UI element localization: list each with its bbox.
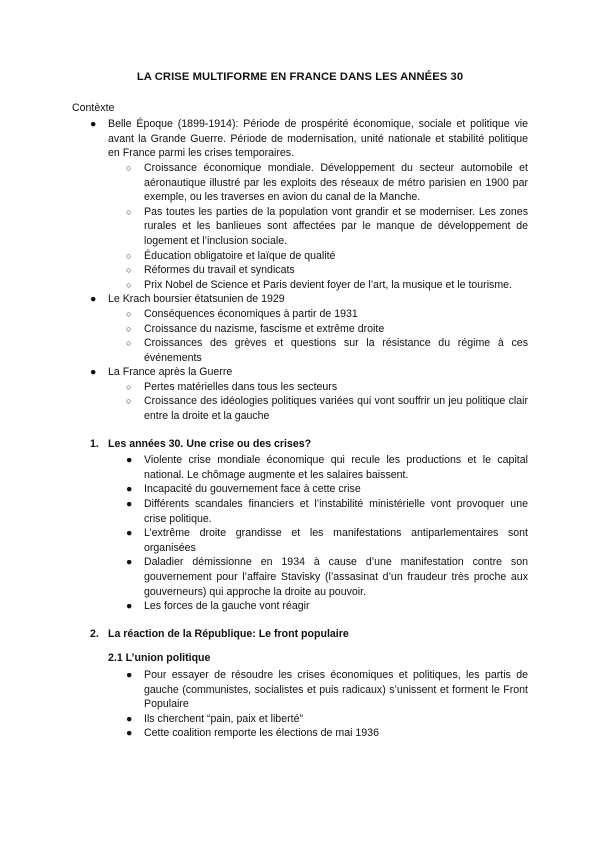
list-item xyxy=(72,712,528,727)
list-item xyxy=(72,526,528,555)
section-1-number: 1. xyxy=(90,437,99,450)
context-subitem-text: Réformes du travail et syndicats xyxy=(144,264,295,277)
context-subitem xyxy=(108,322,528,337)
bullet-icon: ● xyxy=(90,366,97,379)
list-item xyxy=(72,482,528,497)
context-item-text: Belle Époque (1899-1914): Période de prospérité économique, sociale et politique vie avant la Grande Guerre. Période de modernisation, unité nationale et stabilité politique en France parmi les crises temporaires. xyxy=(108,118,528,160)
list-item-text: Les forces de la gauche vont réagir xyxy=(144,600,310,613)
section-2-number: 2. xyxy=(90,627,99,640)
bullet-icon: ● xyxy=(126,668,133,681)
list-item-text: L’extrême droite grandisse et les manifestations antiparlementaires sont organisées xyxy=(144,527,528,554)
section-1-list xyxy=(72,453,528,614)
circle-bullet-icon: ○ xyxy=(126,206,132,217)
bullet-icon: ● xyxy=(126,527,133,540)
context-list xyxy=(72,117,528,423)
context-item-text: La France après la Guerre xyxy=(108,366,233,379)
list-item-text: Incapacité du gouvernement face à cette crise xyxy=(144,483,361,496)
bullet-icon: ● xyxy=(126,727,133,740)
context-subitem xyxy=(108,263,528,278)
list-item xyxy=(72,599,528,614)
list-item xyxy=(72,497,528,526)
bullet-icon: ● xyxy=(90,118,97,131)
bullet-icon: ● xyxy=(126,712,133,725)
context-sublist xyxy=(108,161,528,292)
context-sublist xyxy=(108,380,528,424)
context-subitem-text: Croissance économique mondiale. Développement du secteur automobile et aéronautique illustré par les exploits des réseaux de métro parisien en 1900 par exemple, ou les traverses en avion du canal de la Manche. xyxy=(144,161,528,204)
section-2-heading xyxy=(72,627,528,642)
section-2-title: La réaction de la République: Le front populaire xyxy=(108,627,349,640)
context-subitem-text: Croissance du nazisme, fascisme et extrême droite xyxy=(144,322,385,335)
context-subitem-text: Pertes matérielles dans tous les secteurs xyxy=(144,380,338,393)
circle-bullet-icon: ○ xyxy=(126,338,132,349)
context-subitem-text: Pas toutes les parties de la population vont grandir et se moderniser. Les zones rurales et les banlieues sont affectées par le manque de développement de logement et l’inclusion sociale. xyxy=(144,205,528,247)
section-1-heading xyxy=(72,437,528,452)
section-2 xyxy=(72,627,528,741)
list-item-text: Différents scandales financiers et l’instabilité ministérielle vont provoquer une crise politique. xyxy=(144,498,528,525)
context-subitem xyxy=(108,205,528,249)
bullet-icon: ● xyxy=(126,498,133,511)
list-item-text: Violente crise mondiale économique qui recule les productions et le capital national. Le chômage augmente et les salaires baissent. xyxy=(144,454,528,481)
circle-bullet-icon: ○ xyxy=(126,323,132,334)
circle-bullet-icon: ○ xyxy=(126,250,132,261)
circle-bullet-icon: ○ xyxy=(126,381,132,392)
context-subitem xyxy=(108,380,528,395)
circle-bullet-icon: ○ xyxy=(126,162,132,173)
bullet-icon: ● xyxy=(126,600,133,613)
context-subitem-text: Conséquences économiques à partir de 1931 xyxy=(144,307,358,320)
bullet-icon: ● xyxy=(90,293,97,306)
list-item xyxy=(72,555,528,599)
subsection-2-1-list xyxy=(72,668,528,741)
document-title: LA CRISE MULTIFORME EN FRANCE DANS LES ANNÉES 30 xyxy=(136,71,464,83)
context-subitem-text: Prix Nobel de Science et Paris devient foyer de l’art, la musique et le tourisme. xyxy=(144,278,513,291)
context-subitem-text: Éducation obligatoire et laïque de qualité xyxy=(144,249,336,262)
context-subitem-text: Croissance des idéologies politiques variées qui vont souffrir un jeu politique clair entre la droite et la gauche xyxy=(144,395,528,423)
list-item-text: Daladier démissionne en 1934 à cause d’une manifestation contre son gouvernement pour l’affaire Stavisky (l’assasinat d’un fraudeur très proche aux gouverneurs) qui approche la droite au pouvoir. xyxy=(144,556,528,598)
bullet-icon: ● xyxy=(126,483,133,496)
context-subitem-text: Croissances des grèves et questions sur la résistance du régime à ces événements xyxy=(144,337,528,364)
circle-bullet-icon: ○ xyxy=(126,308,132,319)
context-subitem xyxy=(108,307,528,322)
subsection-2-1-heading: 2.1 L’union politique xyxy=(108,652,211,665)
list-item-text: Cette coalition remporte les élections de mai 1936 xyxy=(144,727,379,740)
context-subitem xyxy=(108,394,528,423)
context-item xyxy=(72,292,528,365)
bullet-icon: ● xyxy=(126,556,133,569)
list-item-text: Ils cherchent “pain, paix et liberté” xyxy=(144,712,303,725)
context-sublist xyxy=(108,307,528,365)
section-1 xyxy=(72,437,528,614)
context-subitem xyxy=(108,249,528,264)
context-subitem xyxy=(108,161,528,205)
circle-bullet-icon: ○ xyxy=(126,279,132,290)
context-item xyxy=(72,117,528,292)
list-item xyxy=(72,453,528,482)
circle-bullet-icon: ○ xyxy=(126,396,132,407)
context-label: Contèxte xyxy=(72,101,115,114)
bullet-icon: ● xyxy=(126,454,133,467)
list-item-text: Pour essayer de résoudre les crises économiques et politiques, les partis de gauche (communistes, socialistes et puis radicaux) s’unissent et forment le Front Populaire xyxy=(144,668,528,711)
section-1-title: Les années 30. Une crise ou des crises? xyxy=(108,437,312,450)
context-item-text: Le Krach boursier étatsunien de 1929 xyxy=(108,293,285,306)
list-item xyxy=(72,726,528,741)
context-item xyxy=(72,365,528,423)
list-item xyxy=(72,668,528,712)
context-subitem xyxy=(108,278,528,293)
context-subitem xyxy=(108,336,528,365)
circle-bullet-icon: ○ xyxy=(126,265,132,276)
